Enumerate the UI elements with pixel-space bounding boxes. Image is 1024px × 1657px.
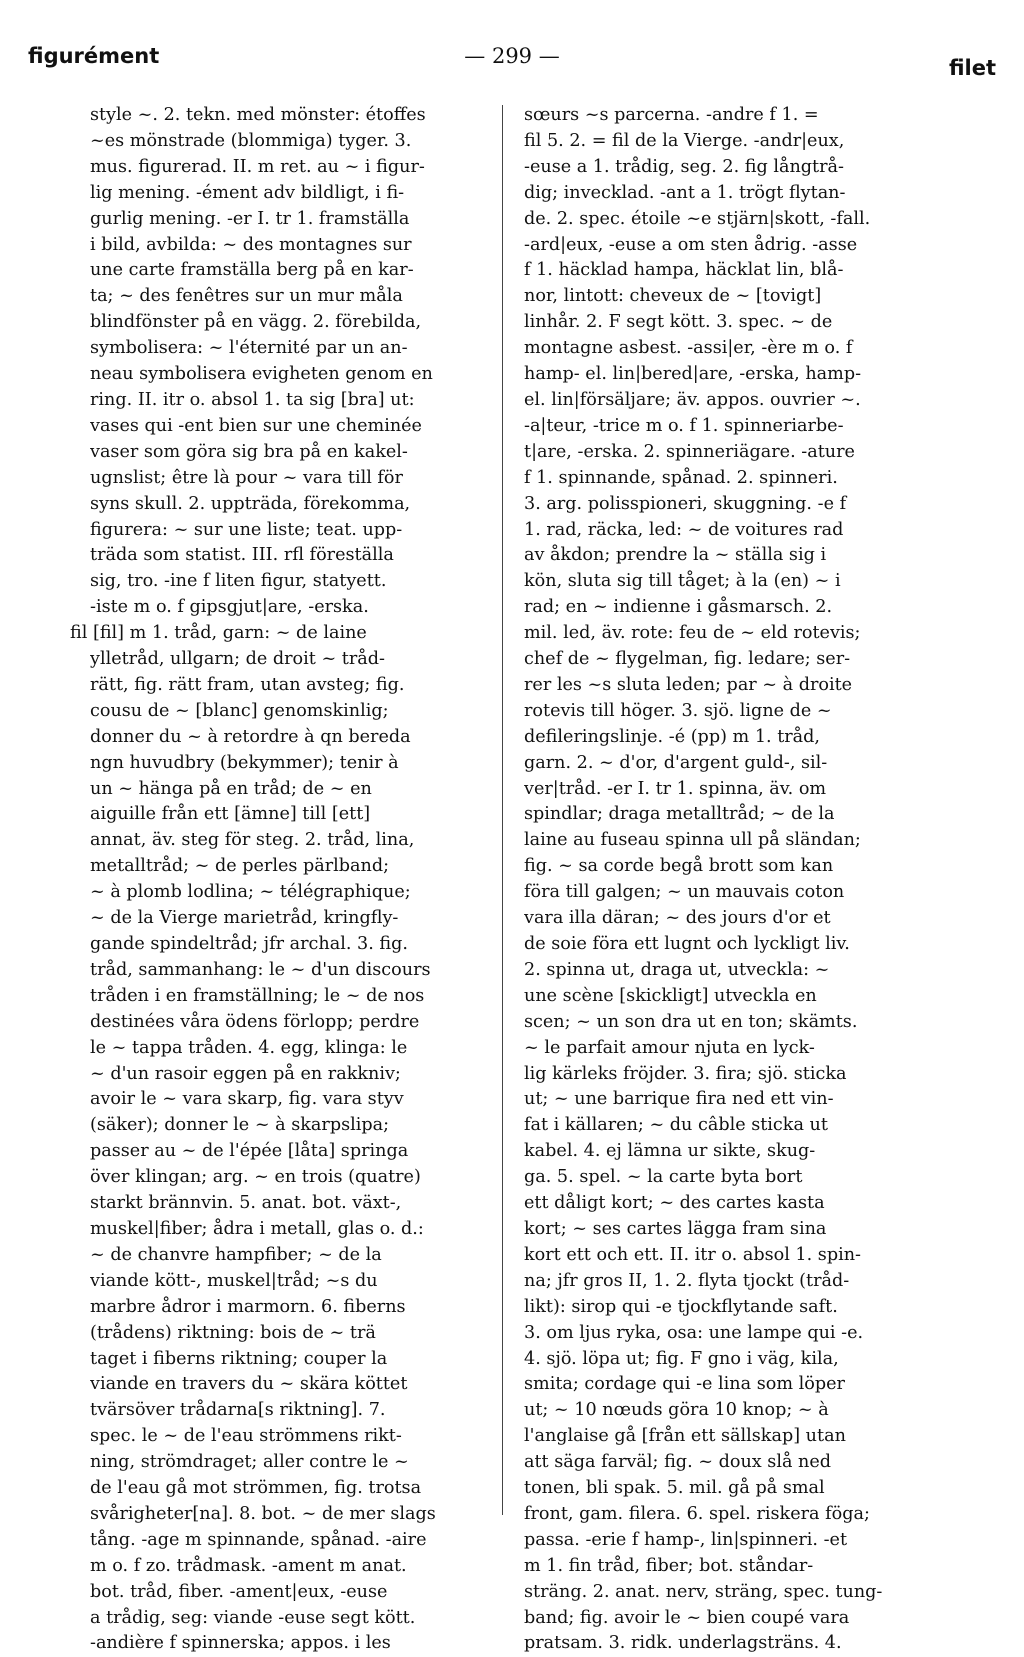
text-line: band; fig. avoir le ~ bien coupé vara xyxy=(524,1607,850,1628)
right-column xyxy=(524,103,920,1657)
text-line: 4. sjö. löpa ut; fig. F gno i väg, kila, xyxy=(524,1348,839,1369)
text-line: ga. 5. spel. ~ la carte byta bort xyxy=(524,1167,803,1188)
text-line: linhår. 2. F segt kött. 3. spec. ~ de xyxy=(524,312,833,333)
text-line: l'anglaise gå [från ett sällskap] utan xyxy=(524,1426,846,1447)
text-line: vara illa däran; ~ des jours d'or et xyxy=(524,908,831,929)
text-line: sig, tro. -ine f liten figur, statyett. xyxy=(90,571,387,592)
text-line: m 1. fin tråd, fiber; bot. ståndar- xyxy=(524,1555,814,1576)
text-line: aiguille från ett [ämne] till [ett] xyxy=(90,804,371,825)
text-line: destinées våra ödens förlopp; perdre xyxy=(90,1011,420,1032)
page-number: — 299 — xyxy=(464,44,560,68)
text-line: ugnslist; être là pour ~ vara till för xyxy=(90,467,403,488)
text-line: tvärsöver trådarna[s riktning]. 7. xyxy=(90,1400,386,1421)
header-guide-word-right: filet xyxy=(948,56,996,80)
text-line: de l'eau gå mot strömmen, fig. trotsa xyxy=(90,1478,422,1499)
left-column xyxy=(70,103,488,1657)
text-line: scen; ~ un son dra ut en ton; skämts. xyxy=(524,1011,858,1032)
text-line: ~ de la Vierge marietråd, kringfly- xyxy=(90,908,399,929)
text-line: syns skull. 2. uppträda, förekomma, xyxy=(90,493,411,514)
text-line: garn. 2. ~ d'or, d'argent guld-, sil- xyxy=(524,752,828,773)
text-line: (trådens) riktning: bois de ~ trä xyxy=(90,1322,376,1343)
header-guide-word-left: figurément xyxy=(28,44,160,68)
text-line: lig mening. -ément adv bildligt, i fi- xyxy=(90,182,405,203)
text-line: rad; en ~ indienne i gåsmarsch. 2. xyxy=(524,597,833,618)
text-line: mil. led, äv. rote: feu de ~ eld rotevis; xyxy=(524,623,861,644)
text-line: de soie föra ett lugnt och lyckligt liv. xyxy=(524,934,850,954)
text-line: taget i fiberns riktning; couper la xyxy=(90,1348,388,1369)
text-line: chef de ~ flygelman, fig. ledare; ser- xyxy=(524,649,851,670)
text-line: ver|tråd. -er I. tr 1. spinna, äv. om xyxy=(524,778,827,799)
text-line: annat, äv. steg för steg. 2. tråd, lina, xyxy=(90,830,415,851)
text-line: fig. ~ sa corde begå brott som kan xyxy=(524,856,834,877)
text-line: el. lin|försäljare; äv. appos. ouvrier ~. xyxy=(524,389,861,410)
text-line: style ~. 2. tekn. med mönster: étoffes xyxy=(90,105,426,125)
text-line: ut; ~ 10 nœuds göra 10 knop; ~ à xyxy=(524,1400,829,1421)
text-line: dig; invecklad. -ant a 1. trögt flytan- xyxy=(524,182,846,203)
text-line: -a|teur, -trice m o. f 1. spinneriarbe- xyxy=(524,415,844,436)
text-line: tråd, sammanhang: le ~ d'un discours xyxy=(90,959,431,980)
text-line: över klingan; arg. ~ en trois (quatre) xyxy=(90,1167,421,1188)
text-line: hamp- el. lin|bered|are, -erska, hamp- xyxy=(524,364,862,385)
text-line: ~ le parfait amour njuta en lyck- xyxy=(524,1037,815,1058)
text-line: donner du ~ à retordre à qn bereda xyxy=(90,726,411,747)
text-line: kort; ~ ses cartes lägga fram sina xyxy=(524,1218,827,1239)
text-line: ta; ~ des fenêtres sur un mur måla xyxy=(90,286,403,307)
text-line: avoir le ~ vara skarp, fig. vara styv xyxy=(90,1089,404,1110)
text-line: un ~ hänga på en tråd; de ~ en xyxy=(90,778,372,799)
text-line: le ~ tappa tråden. 4. egg, klinga: le xyxy=(90,1037,408,1058)
text-line: 2. spinna ut, draga ut, utveckla: ~ xyxy=(524,959,830,980)
text-line: viande en travers du ~ skära köttet xyxy=(90,1374,408,1395)
text-line: ~ d'un rasoir eggen på en rakkniv; xyxy=(90,1063,401,1084)
text-line: lig kärleks fröjder. 3. fira; sjö. sticka xyxy=(524,1063,847,1084)
text-line: ylletråd, ullgarn; de droit ~ tråd- xyxy=(90,649,385,670)
text-line: (säker); donner le ~ à skarpslipa; xyxy=(90,1115,390,1136)
text-line: viande kött-, muskel|tråd; ~s du xyxy=(90,1270,378,1291)
text-line: passer au ~ de l'épée [låta] springa xyxy=(90,1141,409,1162)
text-line: une scène [skickligt] utveckla en xyxy=(524,985,817,1006)
text-line: likt): sirop qui -e tjockflytande saft. xyxy=(524,1296,838,1317)
text-line: de. 2. spec. étoile ~e stjärn|skott, -fall. xyxy=(524,208,871,229)
text-line: -ard|eux, -euse a om sten ådrig. -asse xyxy=(524,234,858,255)
text-line: ngn huvudbry (bekymmer); tenir à xyxy=(90,752,399,773)
text-line: muskel|fiber; ådra i metall, glas o. d.: xyxy=(90,1218,424,1239)
text-line: sträng. 2. anat. nerv, sträng, spec. tung- xyxy=(524,1581,883,1602)
text-line: tång. -age m spinnande, spånad. -aire xyxy=(90,1529,427,1550)
text-line: figurera: ~ sur une liste; teat. upp- xyxy=(90,519,403,540)
text-line: kort ett och ett. II. itr o. absol 1. spin- xyxy=(524,1244,861,1265)
text-line: rotevis till höger. 3. sjö. ligne de ~ xyxy=(524,700,832,721)
text-line: vaser som göra sig bra på en kakel- xyxy=(90,441,408,462)
text-line: t|are, -erska. 2. spinneriägare. -ature xyxy=(524,441,855,462)
text-line: i bild, avbilda: ~ des montagnes sur xyxy=(90,234,412,255)
text-line: front, gam. filera. 6. spel. riskera föga; xyxy=(524,1503,870,1524)
text-line: defileringslinje. -é (pp) m 1. tråd, xyxy=(524,726,821,747)
text-line: une carte framställa berg på en kar- xyxy=(90,260,414,281)
text-line: f 1. spinnande, spånad. 2. spinneri. xyxy=(524,467,838,488)
text-line: symbolisera: ~ l'éternité par un an- xyxy=(90,338,408,359)
text-line: spindlar; draga metalltråd; ~ de la xyxy=(524,804,835,825)
text-line: nor, lintott: cheveux de ~ [tovigt] xyxy=(524,286,822,307)
text-line: laine au fuseau spinna ull på sländan; xyxy=(524,830,861,851)
text-line: 1. rad, räcka, led: ~ de voitures rad xyxy=(524,519,844,540)
text-line: sœurs ~s parcerna. -andre f 1. = xyxy=(524,105,819,125)
text-line: att säga farväl; fig. ~ doux slå ned xyxy=(524,1452,832,1473)
text-line: av åkdon; prendre la ~ ställa sig i xyxy=(524,545,827,566)
text-line: spec. le ~ de l'eau strömmens rikt- xyxy=(90,1426,402,1447)
text-line: föra till galgen; ~ un mauvais coton xyxy=(524,882,845,903)
page-header xyxy=(26,44,998,84)
text-line: 3. arg. polisspioneri, skuggning. -e f xyxy=(524,493,847,514)
text-line: -andière f spinnerska; appos. i les xyxy=(90,1633,391,1654)
text-line: tråden i en framställning; le ~ de nos xyxy=(90,985,425,1006)
text-line: vases qui -ent bien sur une cheminée xyxy=(90,415,422,436)
text-line: svårigheter[na]. 8. bot. ~ de mer slags xyxy=(90,1503,436,1524)
text-line: montagne asbest. -assi|er, -ère m o. f xyxy=(524,338,853,359)
text-line: a trådig, seg: viande -euse segt kött. xyxy=(90,1607,416,1628)
text-line: rer les ~s sluta leden; par ~ à droite xyxy=(524,674,853,695)
text-line: fat i källaren; ~ du câble sticka ut xyxy=(524,1115,828,1136)
text-line: marbre ådror i marmorn. 6. fiberns xyxy=(90,1296,406,1317)
text-line: fil [fil] m 1. tråd, garn: ~ de laine xyxy=(70,623,367,644)
text-line: passa. -erie f hamp-, lin|spinneri. -et xyxy=(524,1529,848,1550)
text-line: cousu de ~ [blanc] genomskinlig; xyxy=(90,700,389,721)
text-line: -euse a 1. trådig, seg. 2. fig långtrå- xyxy=(524,156,844,177)
text-line: tonen, bli spak. 5. mil. gå på smal xyxy=(524,1478,825,1499)
text-line: gurlig mening. -er I. tr 1. framställa xyxy=(90,208,410,229)
text-line: ~ de chanvre hampfiber; ~ de la xyxy=(90,1244,382,1265)
text-line: gande spindeltråd; jfr archal. 3. fig. xyxy=(90,934,408,954)
text-line: smita; cordage qui -e lina som löper xyxy=(524,1374,845,1395)
text-line: ut; ~ une barrique fira ned ett vin- xyxy=(524,1089,834,1110)
text-line: -iste m o. f gipsgjut|are, -erska. xyxy=(90,597,369,618)
text-line: ~ à plomb lodlina; ~ télégraphique; xyxy=(90,882,411,903)
text-line: f 1. häcklad hampa, häcklat lin, blå- xyxy=(524,260,844,281)
text-line: ning, strömdraget; aller contre le ~ xyxy=(90,1452,409,1473)
text-line: mus. figurerad. II. m ret. au ~ i figur- xyxy=(90,156,425,177)
text-line: blindfönster på en vägg. 2. förebilda, xyxy=(90,312,422,333)
text-line: 3. om ljus ryka, osa: une lampe qui -e. xyxy=(524,1322,864,1343)
text-line: starkt brännvin. 5. anat. bot. växt-, xyxy=(90,1193,402,1214)
text-line: fil 5. 2. = fil de la Vierge. -andr|eux, xyxy=(524,130,845,151)
text-line: ~es mönstrade (blommiga) tyger. 3. xyxy=(90,130,412,151)
text-line: rätt, fig. rätt fram, utan avsteg; fig. xyxy=(90,674,405,695)
text-line: ett dåligt kort; ~ des cartes kasta xyxy=(524,1193,825,1214)
column-divider xyxy=(502,105,503,1515)
text-line: kön, sluta sig till tåget; à la (en) ~ i xyxy=(524,571,841,592)
text-line: ring. II. itr o. absol 1. ta sig [bra] ut: xyxy=(90,389,415,410)
text-line: pratsam. 3. ridk. underlagsträns. 4. xyxy=(524,1633,842,1654)
text-line: bot. tråd, fiber. -ament|eux, -euse xyxy=(90,1581,388,1602)
text-line: m o. f zo. trådmask. -ament m anat. xyxy=(90,1555,407,1576)
text-line: metalltråd; ~ de perles pärlband; xyxy=(90,856,390,877)
text-line: kabel. 4. ej lämna ur sikte, skug- xyxy=(524,1141,816,1162)
text-line: na; jfr gros II, 1. 2. flyta tjockt (tråd- xyxy=(524,1270,850,1291)
text-line: neau symbolisera evigheten genom en xyxy=(90,364,433,385)
text-line: träda som statist. III. rfl föreställa xyxy=(90,545,394,566)
